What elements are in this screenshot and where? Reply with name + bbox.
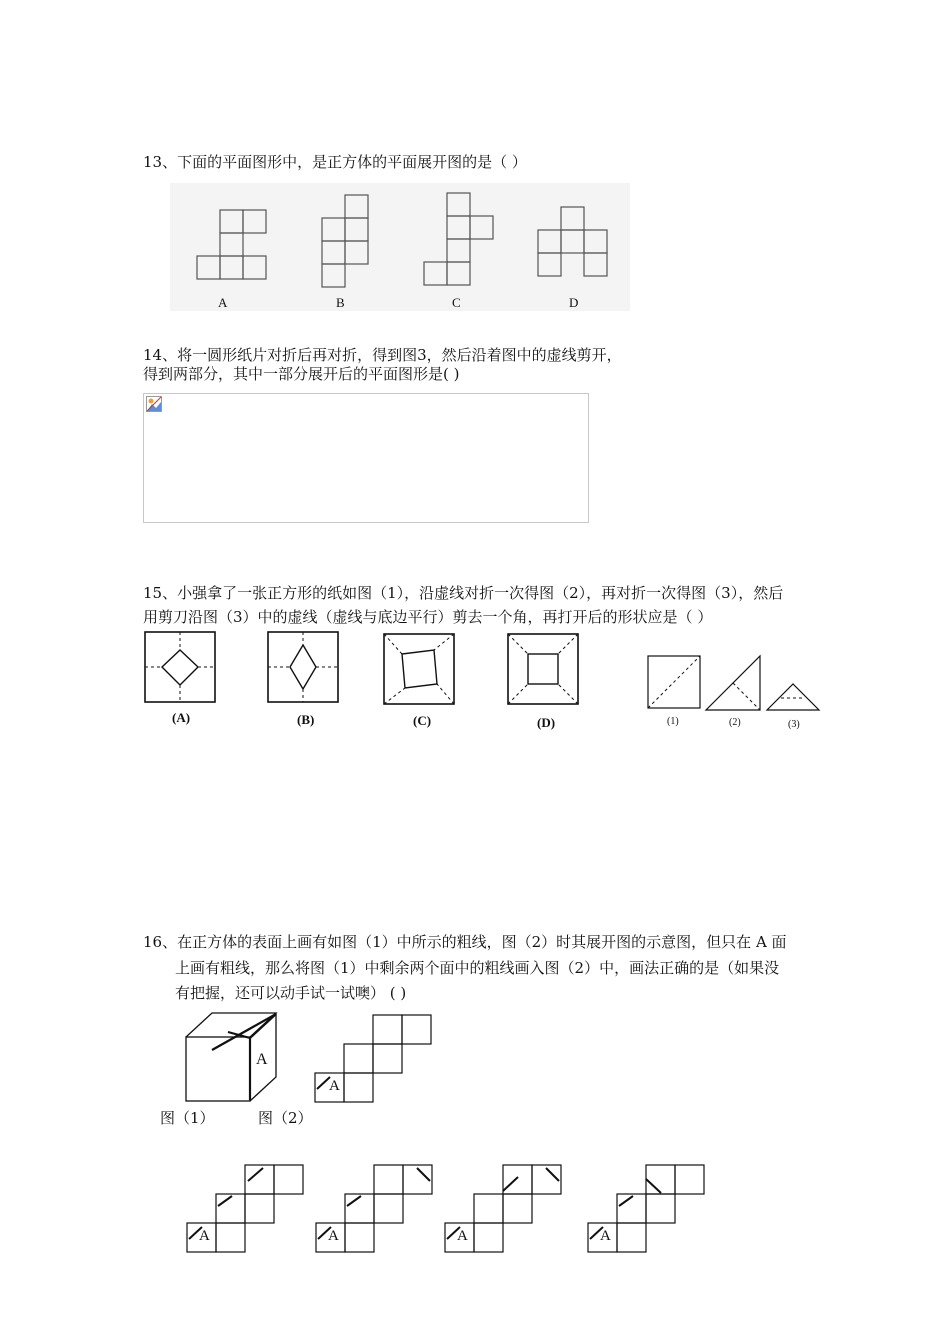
q16-cube-face-a: A [256, 1051, 268, 1068]
q15-figure [140, 628, 830, 733]
q14-missing-image [143, 393, 589, 523]
q16-line3: 有把握，还可以动手试一试噢） ( ) [175, 984, 407, 1002]
q16-fig2-caption: 图（2） [258, 1109, 313, 1127]
q13-option-a: A [218, 295, 228, 310]
q15-option-b-shape [268, 632, 338, 702]
q15-step-1-label: (1) [667, 716, 679, 727]
q13-option-b: B [336, 295, 345, 310]
q15-option-c: (C) [413, 713, 432, 728]
q15-option-b: (B) [297, 712, 315, 727]
q15-step-1-square [648, 656, 700, 708]
q16-option-1-face-a: A [199, 1228, 210, 1244]
q13-text: 13、下面的平面图形中，是正方体的平面展开图的是（ ） [143, 153, 527, 171]
q15-line1: 15、小强拿了一张正方形的纸如图（1），沿虚线对折一次得图（2），再对折一次得图（3），然后 [143, 584, 784, 602]
q15-option-d-shape [508, 634, 578, 704]
q15-step-2-triangle [706, 656, 760, 710]
q16-line2: 上画有粗线，那么将图（1）中剩余两个面中的粗线画入图（2）中，画法正确的是（如果没 [175, 959, 780, 977]
q16-option-4-face-a: A [600, 1228, 611, 1244]
q15-step-3-triangle [767, 684, 819, 710]
q16-line1: 16、在正方体的表面上画有如图（1）中所示的粗线，图（2）时其展开图的示意图，但只在 A 面 [143, 933, 787, 951]
q15-option-a: (A) [172, 710, 191, 725]
q16-option-2-face-a: A [328, 1228, 339, 1244]
q15-option-c-shape [384, 634, 454, 704]
q13-option-c: C [452, 295, 461, 310]
q15-line2: 用剪刀沿图（3）中的虚线（虚线与底边平行）剪去一个角，再打开后的形状应是（ ） [143, 608, 713, 626]
q16-option-3-face-a: A [457, 1228, 468, 1244]
q15-option-d: (D) [537, 715, 556, 730]
q13-figure [170, 183, 630, 311]
q15-step-3-label: (3) [788, 719, 800, 730]
q15-step-2-label: (2) [729, 717, 741, 728]
q13-option-d: D [569, 295, 579, 310]
q16-fig1-caption: 图（1） [160, 1109, 215, 1127]
q15-option-a-shape [145, 632, 215, 702]
q14-line2: 得到两部分，其中一部分展开后的平面图形是( ) [143, 365, 460, 383]
q16-net-face-a: A [329, 1078, 340, 1094]
q14-line1: 14、将一圆形纸片对折后再对折，得到图3，然后沿着图中的虚线剪开， [143, 346, 622, 364]
broken-image-icon [146, 396, 162, 412]
